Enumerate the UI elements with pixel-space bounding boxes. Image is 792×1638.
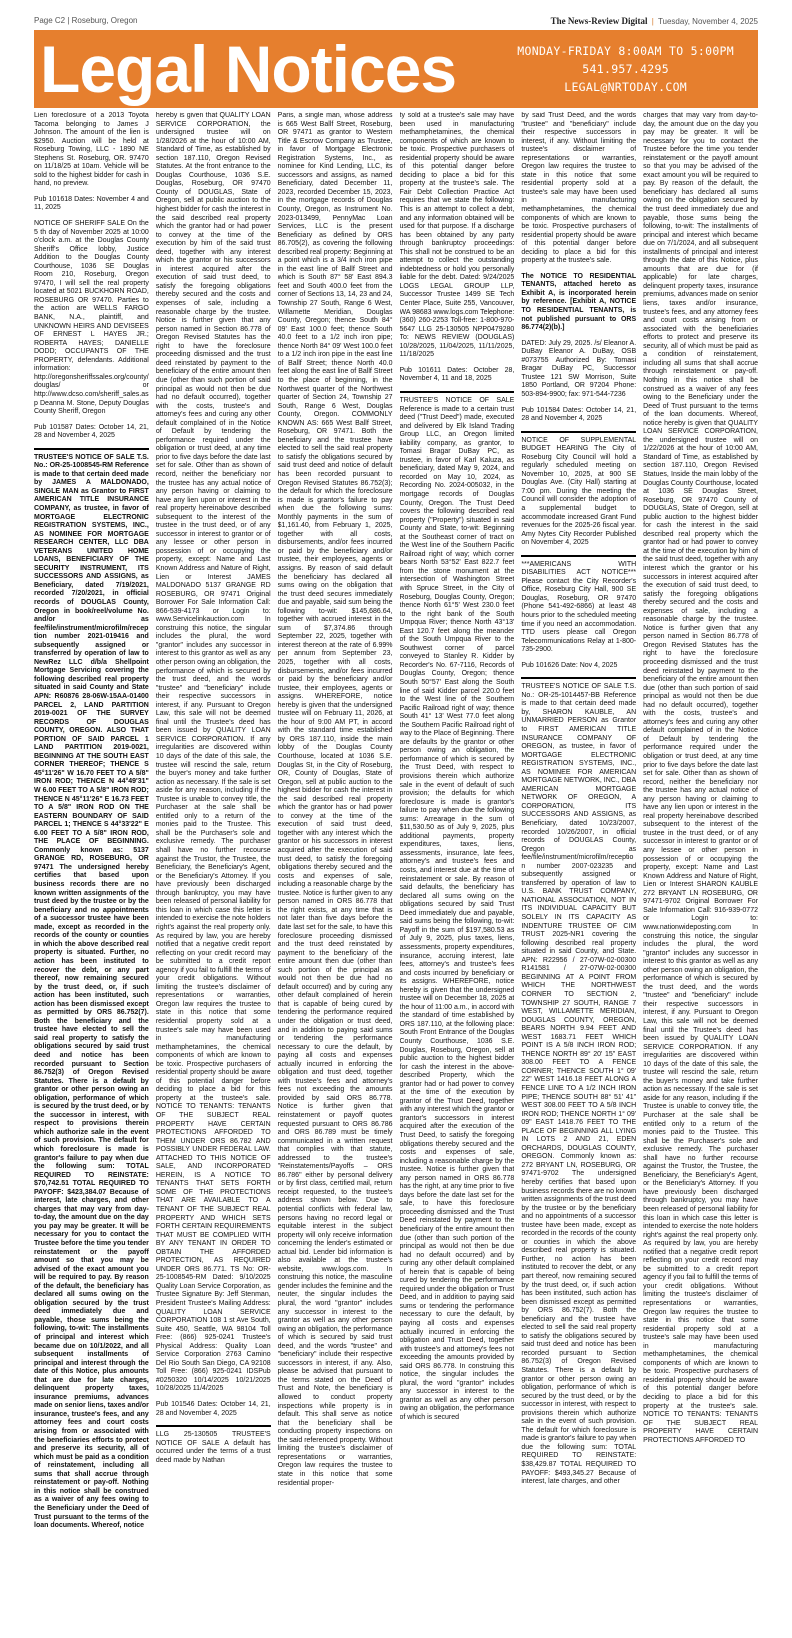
notice-paragraph: Pub 101546 Dates: October 14, 21, 28 and November 4, 2025 [155,1401,271,1417]
notice-paragraph: Pub 101587 Dates: October 14, 21, 28 and November 4, 2025 [34,423,149,440]
paper-name: The News-Review Digital [550,16,648,26]
header-separator: | [651,17,654,26]
notice-paragraph: Pub 101618 Dates: November 4 and 11, 2025 [34,195,149,212]
notice-columns [34,112,758,1630]
notice-paragraph: hereby is given that QUALITY LOAN SERVICE CORPORATION, the undersigned trustee will on 1/28/2026 at the hour of 10:00 AM, Standard of Time, as established by section 187.110, Oregon Revised Statutes. At the front entrance to the Douglas Courthouse, 1036 S.E. Douglas, Roseburg, OR 97470 County of DOUGLAS, State of Oregon, sell at public auction to the highest bidder for cash the interest in the said described real property which the grantor had or had power to convey at the time of the execution by him of the said trust deed, together with any interest which the grantor or his successors in interest acquired after the execution of said trust deed, to satisfy the foregoing obligations thereby secured and the costs and expenses of sale, including a reasonable charge by the trustee. Notice is further given that any person named in Section 86.778 of Oregon Revised Statutes has the right to have the foreclosure proceeding dismissed and the trust deed reinstated by payment to the beneficiary of the entire amount then due (other than such portion of said principal as would not then be due had no default occurred), together with the costs, trustee's and attorney's fees and curing any other default complained of in the Notice of Default by tendering the performance required under the obligation or trust deed, at any time prior to five days before the date last set for sale. Other than as shown of record, neither the beneficiary nor the trustee has any actual notice of any person having or claiming to have any lien upon or interest in the real property hereinabove described subsequent to the interest of the trustee in the trust deed, or of any successor in interest to grantor or of any lessee or other person in possession of or occupying the property, except: Name and Last Known Address and Nature of Right, Lien or Interest JAMES MALDONADO 5137 GRANGE RD ROSEBURG, OR 97471 Original Borrower For Sale Information Call: 866-539-4173 or Login to: www.Servicelinkauction.com In construing this notice, the singular includes the plural, the word "grantor" includes any successor in interest to this grantor as well as any other person owing an obligation, the performance of which is secured by the trust deed, and the words "trustee" and "beneficiary" include their respective successors in interest, if any. Pursuant to Oregon Law, this sale will not be deemed final until the Trustee's deed has been issued by QUALITY LOAN SERVICE CORPORATION. If any irregularities are discovered within 10 days of the date of this sale, the trustee will rescind the sale, return the buyer's money and take further action as necessary. If the sale is set aside for any reason, including if the Trustee is unable to convey title, the Purchaser at the sale shall be entitled only to a return of the monies paid to the Trustee. This shall be the Purchaser's sole and exclusive remedy. The purchaser shall have no further recourse against the Trustor, the Trustee, the Beneficiary, the Beneficiary's Agent, or the Beneficiary's Attorney. If you have previously been discharged through bankruptcy, you may have been released of personal liability for this loan in which case this letter is intended to exercise the note holders right's against the real property only. As required by law, you are hereby notified that a negative credit report reflecting on your credit record may be submitted to a credit report agency if you fail to fulfill the terms of your credit obligations. Without limiting the trustee's disclaimer of representations or warranties, Oregon law requires the trustee to state in this notice that some residential property sold at a trustee's sale may have been used in manufacturing methamphetamines, the chemical components of which are known to be toxic. Prospective purchasers of residential property should be aware of this potential danger before deciding to place a bid for this property at the trustee's sale. NOTICE TO TENANTS: TENANTS OF THE SUBJECT REAL PROPERTY HAVE CERTAIN PROTECTIONS AFFORDED TO THEM UNDER ORS 86.782 AND POSSIBLY UNDER FEDERAL LAW. ATTACHED TO THIS NOTICE OF SALE, AND INCORPORATED HEREIN, IS A NOTICE TO TENANTS THAT SETS FORTH SOME OF THE PROTECTIONS THAT ARE AVAILABLE TO A TENANT OF THE SUBJECT REAL PROPERTY AND WHICH SETS FORTH CERTAIN REQUIREMENTS THAT MUST BE COMPLIED WITH BY ANY TENANT IN ORDER TO OBTAIN THE AFFORDED PROTECTION, AS REQUIRED UNDER ORS 86.771. TS No: OR-25-1008545-RM Dated: 9/10/2025 Quality Loan Service Corporation, as Trustee Signature By: Jeff Stenman, President Trustee's Mailing Address: QUALITY LOAN SERVICE CORPORATION 108 1 st Ave South, Suite 450, Seattle, WA 98104 Toll Free: (866) 925-0241 Trustee's Physical Address: Quality Loan Service Corporation 2763 Camino Del Rio South San Diego, CA 92108 Toll Free: (866) 925-0241 IDSPub #0250320 10/14/2025 10/21/2025 10/28/2025 11/4/2025 [155,112,271,1393]
masthead [551,16,758,26]
notice-paragraph: Lien foreclosure of a 2013 Toyota Tacoma belonging to James J Johnson. The amount of the lien is $2950. Auction will be held at Roseburg Towing, LLC - 1890 NE Stephens St. Roseburg, OR. 97470 on 11/18/25 at 10am. Vehicle will be sold to the highest bidder for cash in hand, no preview. [34,112,149,188]
notice-paragraph: LLG 25-130505 TRUSTEE'S NOTICE OF SALE A default has occurred under the terms of a trust deed made by Nathan [155,1431,271,1464]
column [521,112,636,1630]
notice-paragraph: The NOTICE TO RESIDENTIAL TENANTS, attached hereto as Exhibit A, is incorporated herein by reference. [Exhibit A, NOTICE TO RESIDENTIAL TENANTS, is not published pursuant to ORS 86.774(2)(b).] [521,272,637,332]
notice-divider [156,1425,271,1427]
notice-divider [34,448,149,450]
notice-paragraph: NOTICE OF SHERIFF SALE On the 5 th day of November 2025 at 10:00 o'clock a.m. at the Douglas County Sheriff's Office lobby, Justice Addition to the Douglas County Courthouse, 1036 SE Douglas Room 210, Roseburg, Oregon 97470, I will sell the real property located at 5021 BUCKHORN ROAD, ROSEBURG OR 97470. Parties to the action are WELLS FARGO BANK, N.A., plaintiff, and UNKNOWN HEIRS AND DEVISEES OF ERNEST L HAYES JR.; ROBERTA HAYES; DANIELLE DODD; OCCUPANTS OF THE PROPERTY, defendants. Additional information: http://oregonsheriffssales.org/county/douglas/ or http://www.dcso.com/sheriff_sales.asp Deanna M. Stone, Deputy Douglas County Sheriff, Oregon [34,220,149,416]
section-title: Legal Notices [40,32,457,106]
notice-paragraph: by said Trust Deed, and the words "trustee" and "beneficiary" include their respective successors in interest, if any. Without limiting the trustee's disclaimer of representations or warranties, Oregon law requires the trustee to state in this notice that some residential property sold at a trustee's sale may have been used in manufacturing methamphetamines, the chemical components of which are known to be toxic. Prospective purchasers of residential property should be aware of this potential danger before deciding to place a bid for this property at the trustee's sale. [521,112,637,265]
column [156,112,271,1630]
notice-paragraph: Paris, a single man, whose address is 665 West Ballf Street, Roseburg, OR 97471 as grantor to Western Title & Escrow Company as Trustee, in favor of Mortgage Electronic Registration Systems, Inc., as nominee for Kind Lending, LLC, its successors and assigns, as named Beneficiary, dated December 11, 2023, recorded December 15, 2023, in the mortgage records of Douglas County, Oregon, as Instrument No. 2023-013499, PennyMac Loan Services, LLC is the present Beneficiary as defined by ORS 86.705(2), as covering the following described real property: Beginning at a point which is a 3/4 inch iron pipe in the east line of Ballf Street and which is South 87° 58' East 894.3 feet and South 400.0 feet from the corner of Sections 13, 14, 23 and 24, Township 27 South, Range 6 West, Willamette Meridian, Douglas County, Oregon; thence South 84° 09' East 100.0 feet; thence South 40.0 feet to a 1/2 inch iron pipe; thence North 84° 09' West 100.0 feet to a 1/2 inch iron pipe in the east line of Ballf Street; thence North 40.0 feet along the east line of Ballf Street to the place of beginning, in the Northwest quarter of the Northwest quarter of Section 24, Township 27 South, Range 6 West, Douglas County, Oregon. COMMONLY KNOWN AS: 665 West Ballf Street, Roseburg, OR 97471. Both the beneficiary and the trustee have elected to sell the said real property to satisfy the obligations secured by said trust deed and notice of default has been recorded pursuant to Oregon Revised Statutes 86.752(3); the default for which the foreclosure is made is grantor's failure to pay when due the following sums: Monthly payments in the sum of $1,161.40, from February 1, 2025, together with all costs, disbursements, and/or fees incurred or paid by the beneficiary and/or trustee, their employees, agents or assigns. By reason of said default the beneficiary has declared all sums owing on the obligation that the trust deed secures immediately due and payable, said sum being the following to-wit: $145,686.64, together with accrued interest in the sum of $7,374.86 through September 22, 2025, together with interest thereon at the rate of 6.99% per annum from September 23, 2025, together with all costs, disbursements, and/or fees incurred or paid by the beneficiary and/or trustee, their employees, agents or assigns. WHEREFORE, notice hereby is given that the undersigned trustee will on February 11, 2026, at the hour of 9:00 AM PT, in accord with the standard time established by ORS 187.110, inside the main lobby of the Douglas County Courthouse, located at 1036 S.E. Douglas St, in the City of Roseburg, OR, County of Douglas, State of Oregon, sell at public auction to the highest bidder for cash the interest in the said described real property which the grantor has or had power to convey at the time of the execution of said trust deed, together with any interest which the grantor or his successors in interest acquired after the execution of said trust deed, to satisfy the foregoing obligations thereby secured and the costs and expenses of sale, including a reasonable charge by the trustee. Notice is further given to any person named in ORS 86.778 that the right exists, at any time that is not later than five days before the date last set for the sale, to have this foreclosure proceeding dismissed and the trust deed reinstated by payment to the beneficiary of the entire amount then due (other than such portion of the principal as would not then be due had no default occurred) and by curing any other default complained of herein that is capable of being cured by tendering the performance required under the obligation or trust deed, and in addition to paying said sums or tendering the performance necessary to cure the default, by paying all costs and expenses actually incurred in enforcing the obligation and trust deed, together with trustee's fees and attorney's fees not exceeding the amounts provided by said ORS 86.778. Notice is further given that reinstatement or payoff quotes requested pursuant to ORS 86.786 and ORS 86.789 must be timely communicated in a written request that complies with that statute, addressed to the trustee's "Reinstatements/Payoffs – ORS 86.786" either by personal delivery or by first class, certified mail, return receipt requested, to the trustee's address shown below. Due to potential conflicts with federal law, persons having no record legal or equitable interest in the subject property will only receive information concerning the lender's estimated or actual bid. Lender bid information is also available at the trustee's website, www.logs.com. In construing this notice, the masculine gender includes the feminine and the neuter, the singular includes the plural, the word "grantor" includes any successor in interest to the grantor as well as any other person owing an obligation, the performance of which is secured by said trust deed, and the words "trustee" and "beneficiary" include their respective successors in interest, if any. Also, please be advised that pursuant to the terms stated on the Deed of Trust and Note, the beneficiary is allowed to conduct property inspections while property is in default. This shall serve as notice that the beneficiary shall be conducting property inspections on the said referenced property. Without limiting the trustee's disclaimer of representations or warranties, Oregon law requires the trustee to state in this notice that some residential proper- [277,112,393,1487]
page-header [34,14,758,28]
notice-paragraph: ***AMERICANS WITH DISABILITIES ACT NOTICE*** Please contact the City Recorder's Office, Roseburg City Hall, 900 SE Douglas, Roseburg, OR 97470 (Phone 541-492-6866) at least 48 hours prior to the scheduled meeting time if you need an accommodation. TTD users please call Oregon Telecommunications Relay at 1-800-735-2900. [521,560,637,654]
notice-paragraph: ty sold at a trustee's sale may have been used in manufacturing methamphetamines, the chemical components of which are known to be toxic. Prospective purchasers of residential property should be aware of this potential danger before deciding to place a bid for this property at the trustee's sale. The Fair Debt Collection Practice Act requires that we state the following: This is an attempt to collect a debt, and any information obtained will be used for that purpose. If a discharge has been obtained by any party through bankruptcy proceedings: This shall not be construed to be an attempt to collect the outstanding indebtedness or hold you personally liable for the debt. Dated: 9/24/2025 LOGS LEGAL GROUP LLP, Successor Trustee 1499 SE Tech Center Place, Suite 255, Vancouver, WA 98683 www.logs.com Telephone: (360) 260-2253 Toll-free: 1-800-970-5647 LLG 25-130505 NPP0479280 To: NEWS REVIEW (DOUGLAS) 10/28/2025, 11/04/2025, 11/11/2025, 11/18/2025 [399,112,515,359]
notice-divider [521,555,636,557]
notice-paragraph: TRUSTEE'S NOTICE OF SALE T.S. No.: OR-25-1014457-BB Reference is made to that certain deed made by, SHARON KAUBLE, AN UNMARRIED PERSON as Grantor to FIRST AMERICAN TITLE INSURANCE COMPANY OF OREGON, as trustee, in favor of MORTGAGE ELECTRONIC REGISTRATION SYSTEMS, INC., AS NOMINEE FOR AMERICAN MORTGAGE NETWORK, INC., DBA AMERICAN MORTGAGE NETWORK OF OREGON, A CORPORATION, ITS SUCCESSORS AND ASSIGNS, as Beneficiary, dated 10/23/2007, recorded 10/26/2007, in official records of DOUGLAS County, Oregon as fee/file/instrument/microfilm/reception number 2007-023235 and subsequently assigned or transferred by operation of law to U.S. BANK TRUST COMPANY, NATIONAL ASSOCIATION, NOT IN ITS INDIVIDUAL CAPACITY BUT SOLELY IN ITS CAPACITY AS INDENTURE TRUSTEE OF CIM TRUST 2025-NR1 covering the following described real property situated in said County, and State. APN: R22956 / 27-07W-02-00300 R141581 / 27-07W-02-00300 BEGINNING AT A POINT FROM WHICH THE NORTHWEST CORNER TO SECTION 2, TOWNSHIP 27 SOUTH, RANGE 7 WEST, WILLAMETTE MERIDIAN, DOUGLAS COUNTY, OREGON, BEARS NORTH 9.94 FEET AND WEST 1683.71 FEET WHICH POINT IS A 5/8 INCH IRON ROD; THENCE NORTH 89° 20' 15" EAST 308.00 FEET TO A FENCE CORNER; THENCE SOUTH 1° 09' 22" WEST 1416.18 FEET ALONG A FENCE LINE TO A 1/2 INCH IRON PIPE; THENCE SOUTH 88° 51' 41" WEST 308.00 FEET TO A 5/8 INCH IRON ROD; THENCE NORTH 1° 09' 09" EAST 1418.76 FEET TO THE PLACE OF BEGINNING ALL LYING IN LOTS 2 AND 21, EDEN ORCHARDS, DOUGLAS COUNTY, OREGON. Commonly known as: 272 BRYANT LN, ROSEBURG, OR 97471-9702 The undersigned hereby certifies that based upon business records there are no known written assignments of the trust deed by the trustee or by the beneficiary and no appointments of a successor trustee have been made, except as recorded in the records of the county or counties in which the above described real property is situated. Further, no action has been instituted to recover the debt, or any part thereof, now remaining secured by the trust deed, or, if such action has been instituted, such action has been dismissed except as permitted by ORS 86.752(7). Both the beneficiary and the trustee have elected to sell the said real property to satisfy the obligations secured by said trust deed and notice has been recorded pursuant to Section 86.752(3) of Oregon Revised Statutes. There is a default by grantor or other person owing an obligation, performance of which is secured by the trust deed, or by the successor in interest, with respect to provisions therein which authorize sale in the event of such provision. The default for which foreclosure is made is grantor's failure to pay when due the following sum: TOTAL REQUIRED TO REINSTATE: $38,429.87 TOTAL REQUIRED TO PAYOFF: $493,345.27 Because of interest, late charges, and other [521,683,637,1486]
notice-paragraph: NOTICE OF SUPPLEMENTAL BUDGET HEARING The City of Roseburg City Council will hold a regularly scheduled meeting on November 10, 2025, at 900 SE Douglas Ave. (City Hall) starting at 7:00 pm. During the meeting the Council will consider the adoption of a supplemental budget to accommodate increased Grant Fund revenues for the 2025-26 fiscal year. Amy Nytes City Recorder Published on November 4, 2025 [521,436,637,547]
column [643,112,758,1630]
phone-number: 541.957.4295 [582,62,669,76]
page-label: Page C2 | Roseburg, Oregon [34,16,138,25]
notice-paragraph: charges that may vary from day-to-day, the amount due on the day you pay may be greater. It will be necessary for you to contact the Trustee before the time you tender reinstatement or the payoff amount so that you may be advised of the exact amount you will be required to pay. By reason of the default, the beneficiary has declared all sums owing on the obligation secured by the trust deed immediately due and payable, those sums being the following, to-wit: The installments of principal and interest which became due on 7/1/2024, and all subsequent installments of principal and interest through the date of this Notice, plus amounts that are due for (if applicable) for late charges, delinquent property taxes, insurance premiums, advances made on senior liens, taxes and/or insurance, trustee's fees, and any attorney fees and court costs arising from or associated with the beneficiaries efforts to protect and preserve its security, all of which must be paid as a condition of reinstatement, including all sums that shall accrue through reinstatement or pay-off. Nothing in this notice shall be construed as a waiver of any fees owing to the Beneficiary under the Deed of Trust pursuant to the terms of the loan documents. Whereof, notice hereby is given that QUALITY LOAN SERVICE CORPORATION, the undersigned trustee will on 1/22/2026 at the hour of 10:00 AM, Standard of Time, as established by section 187.110, Oregon Revised Statues, Inside the main lobby of the Douglas County Courthouse, located at 1036 SE Douglas Street, Roseburg, OR 97470 County of DOUGLAS, State of Oregon, sell at public auction to the highest bidder for cash the interest in the said described real property which the grantor had or had power to convey at the time of the execution by him of the said trust deed, together with any interest which the grantor or his successors in interest acquired after the execution of said trust deed, to satisfy the foregoing obligations thereby secured and the costs and expenses of sale, including a reasonable charge by the trustee. Notice is further given that any person named in Section 86.778 of Oregon Revised Statutes has the right to have the foreclosure proceeding dismissed and the trust deed reinstated by payment to the beneficiary of the entire amount then due (other than such portion of said principal as would not then be due had no default occurred), together with the costs, trustee's and attorney's fees and curing any other default complained of in the Notice of Default by tendering the performance required under the obligation or trust deed, at any time prior to five days before the date last set for sale. Other than as shown of record, neither the beneficiary nor the trustee has any actual notice of any person having or claiming to have any lien upon or interest in the real property hereinabove described subsequent to the interest of the trustee in the trust deed, or of any successor in interest to grantor or of any lessee or other person in possession of or occupying the property, except: Name and Last Known Address and Nature of Right, Lien or Interest SHARON KAUBLE 272 BRYANT LN ROSEBURG, OR 97471-9702 Original Borrower For Sale Information Call: 916-939-0772 or Login to: www.nationwideposting.com In construing this notice, the singular includes the plural, the word "grantor" includes any successor in interest to this grantor as well as any other person owing an obligation, the performance of which is secured by the trust deed, and the words "trustee" and "beneficiary" include their respective successors in interest, if any. Pursuant to Oregon Law, this sale will not be deemed final until the Trustee's deed has been issued by QUALITY LOAN SERVICE CORPORATION. If any irregularities are discovered within 10 days of the date of this sale, the trustee will rescind the sale, return the buyer's money and take further action as necessary. If the sale is set aside for any reason, including if the Trustee is unable to convey title, the Purchaser at the sale shall be entitled only to a return of the monies paid to the Trustee. This shall be the Purchaser's sole and exclusive remedy. The purchaser shall have no further recourse against the Trustor, the Trustee, the Beneficiary, the Beneficiary's Agent, or the Beneficiary's Attorney. If you have previously been discharged through bankruptcy, you may have been released of personal liability for this loan in which case this letter is intended to exercise the note holders right's against the real property only. As required by law, you are hereby notified that a negative credit report reflecting on your credit record may be submitted to a credit report agency if you fail to fulfill the terms of your credit obligations. Without limiting the trustee's disclaimer of representations or warranties, Oregon law requires the trustee to state in this notice that some residential property sold at a trustee's sale may have been used in manufacturing methamphetamines, the chemical components of which are known to be toxic. Prospective purchasers of residential property should be aware of this potential danger before deciding to place a bid for this property at the trustee's sale. NOTICE TO TENANTS: TENANTS OF THE SUBJECT REAL PROPERTY HAVE CERTAIN PROTECTIONS AFFORDED TO [643,112,758,1444]
column [34,112,149,1630]
office-hours: MONDAY-FRIDAY 8:00AM TO 5:00PM [517,44,734,58]
notice-paragraph: DATED: July 29, 2025. /s/ Eleanor A. DuBay Eleanor A. DuBay, OSB #073755 Authorized By: Tomasi Bragar DuBay PC, Successor Trustee 121 SW Morrison, Suite 1850 Portland, OR 97204 Phone: 503-894-9900; fax: 971-544-7236 [521,339,637,398]
notice-paragraph: Pub 101611 Dates: October 28, November 4, 11 and 18, 2025 [399,366,515,383]
column [400,112,515,1630]
notice-divider [521,677,636,679]
notice-divider [400,391,515,393]
issue-date: Tuesday, November 4, 2025 [657,17,758,26]
section-banner [34,30,758,108]
notice-paragraph: TRUSTEE'S NOTICE OF SALE T.S. No.: OR-25-1008545-RM Reference is made to that certain deed made by JAMES A MALDONADO, SINGLE MAN as Grantor to FIRST AMERICAN TITLE INSURANCE COMPANY, as trustee, in favor of MORTGAGE ELECTRONIC REGISTRATION SYSTEMS, INC., AS NOMINEE FOR MORTGAGE RESEARCH CENTER, LLC DBA VETERANS UNITED HOME LOANS, BENEFICIARY OF THE SECURITY INSTRUMENT, ITS SUCCESSORS AND ASSIGNS, as Beneficiary, dated 7/19/2021, recorded 7/20/2021, in official records of DOUGLAS County, Oregon in book/reel/volume No. and/or as fee/file/instrument/microfilm/reception number 2021-019416 and subsequently assigned or transferred by operation of law to NewRez LLC d/b/a Shellpoint Mortgage Servicing covering the following described real property situated in said County and State APN: R60876 28-06W-15AA-01400 PARCEL 2, LAND PARTITION 2019-0021 OF THE SURVEY RECORDS OF DOUGLAS COUNTY, OREGON. ALSO THAT PORTION OF SAID PARCEL 1 LAND PARTITION 2019-0021, BEGINNING AT THE SOUTH EAST CORNER THEREOF; THENCE S 45°11'26" W 16.70 FEET TO A 5/8" IRON ROD; THENCE N 44°49'31" W 6.00 FEET TO A 5/8" IRON ROD; THENCE N 45°11'26" E 16.73 FEET TO A 5/8" IRON ROD ON THE EASTERN BOUNDARY OF SAID PARCEL 1; THENCE S 44°33'22" E 6.00 FEET TO A 5/8" IRON ROD, THE PLACE OF BEGINNING. Commonly known as: 5137 GRANGE RD, ROSEBURG, OR 97471 The undersigned hereby certifies that based upon business records there are no known written assignments of the trust deed by the trustee or by the beneficiary and no appointments of a successor trustee have been made, except as recorded in the records of the county or counties in which the above described real property is situated. Further, no action has been instituted to recover the debt, or any part thereof, now remaining secured by the trust deed, or, if such action has been instituted, such action has been dismissed except as permitted by ORS 86.752(7). Both the beneficiary and the trustee have elected to sell the said real property to satisfy the obligations secured by said trust deed and notice has been recorded pursuant to Section 86.752(3) of Oregon Revised Statutes. There is a default by grantor or other person owing an obligation, performance of which is secured by the trust deed, or by the successor in interest, with respect to provisions therein which authorize sale in the event of such provision. The default for which foreclosure is made is grantor's failure to pay when due the following sum: TOTAL REQUIRED TO REINSTATE: $70,742.51 TOTAL REQUIRED TO PAYOFF: $423,384.07 Because of interest, late charges, and other charges that may vary from day-to-day, the amount due on the day you pay may be greater. It will be necessary for you to contact the Trustee before the time you tender reinstatement or the payoff amount so that you may be advised of the exact amount you will be required to pay. By reason of the default, the beneficiary has declared all sums owing on the obligation secured by the trust deed immediately due and payable, those sums being the following, to-wit: The installments of principal and interest which became due on 10/1/2022, and all subsequent installments of principal and interest through the date of this Notice, plus amounts that are due for late charges, delinquent property taxes, insurance premiums, advances made on senior liens, taxes and/or insurance, trustee's fees, and any attorney fees and court costs arising from or associated with the beneficiaries efforts to protect and preserve its security, all of which must be paid as a condition of reinstatement, including all sums that shall accrue through reinstatement or pay-off. Nothing in this notice shall be construed as a waiver of any fees owing to the Beneficiary under the Deed of Trust pursuant to the terms of the loan documents. Whereof, notice [34,453,149,1530]
notice-paragraph: Pub 101584 Dates: October 14, 21, 28 and November 4, 2025 [521,406,637,423]
contact-info [517,42,734,96]
column [278,112,393,1630]
notice-divider [521,431,636,433]
notice-paragraph: TRUSTEE'S NOTICE OF SALE Reference is made to a certain trust deed ("Trust Deed") made, executed and delivered by Elk Island Trading Group LLC, an Oregon limited liability company, as grantor, to Tomasi Bragar DuBay PC, as trustee, in favor of Karl Kaluza, as beneficiary, dated May 9, 2024, and recorded on May 10, 2024, as Recording No. 2024-005032, in the mortgage records of Douglas County, Oregon. The Trust Deed covers the following described real property ("Property") situated in said County and State, to-wit: Beginning at the Southeast corner of tract on the West line of the Southern Pacific Railroad right of way; which corner bears North 53°52' East 822.7 feet from the stone monument at the intersection of Washington Street with Spruce Street, in the City of Roseburg, Douglas County, Oregon; thence North 61°5' West 230.0 feet to the right bank of the South Umpqua River; thence North 43°13' East 120.7 feet along the meander of the South Umpqua River to the Southwest corner of parcel conveyed to Stanley R. Kidder by Recorder's No. 67-7116, Records of Douglas County, Oregon; thence South 50°57' East along the South line of said Kidder parcel 220.0 feet to the West line of the Southern Pacific Railroad right of way; thence South 41° 13' West 77.0 feet along the Southern Pacific Railroad right of way to the Place of Beginning. There are defaults by the grantor or other person owing an obligation, the performance of which is secured by the Trust Deed, with respect to provisions therein which authorize sale in the event of default of such provision; the defaults for which foreclosure is made is grantor's failure to pay when due the following sums: Arrearage in the sum of $11,530.50 as of July 9, 2025, plus additional payments, property expenditures, taxes, liens, assessments, insurance, late fees, attorney's and trustee's fees and costs, and interest due at the time of reinstatement or sale. By reason of said defaults, the beneficiary has declared all sums owing on the obligations secured by said Trust Deed immediately due and payable, said sums being the following, to-wit: Payoff in the sum of $197,580.53 as of July 9, 2025, plus taxes, liens, assessments, property expenditures, insurance, accruing interest, late fees, attorney's and trustee's fees and costs incurred by beneficiary or its assigns. WHEREFORE, notice hereby is given that the undersigned trustee will on December 18, 2025 at the hour of 11:00 a.m., in accord with the standard of time established by ORS 187.110, at the following place: South Front Entrance of the Douglas County Courthouse, 1036 S.E. Douglas, Roseburg, Oregon, sell at public auction to the highest bidder for cash the interest in the above-described Property, which the grantor had or had power to convey at the time of the execution by grantor of the Trust Deed, together with any interest which the grantor or grantor's successors in interest acquired after the execution of the Trust Deed, to satisfy the foregoing obligations thereby secured and the costs and expenses of sale, including a reasonable charge by the trustee. Notice is further given that any person named in ORS 86.778 has the right, at any time prior to five days before the date last set for the sale, to have this foreclosure proceeding dismissed and the Trust Deed reinstated by payment to the beneficiary of the entire amount then due (other than such portion of the principal as would not then be due had no default occurred) and by curing any other default complained of herein that is capable of being cured by tendering the performance required under the obligation or Trust Deed, and in addition to paying said sums or tendering the performance necessary to cure the default, by paying all costs and expenses actually incurred in enforcing the obligation and Trust Deed, together with trustee's and attorney's fees not exceeding the amounts provided by said ORS 86.778. In construing this notice, the singular includes the plural, the word "grantor" includes any successor in interest to the grantor as well as any other person owing an obligation, the performance of which is secured [399,396,515,1422]
email-address[interactable]: LEGAL@NRTODAY.COM [564,80,688,94]
notice-paragraph: Pub 101626 Date: Nov 4, 2025 [521,661,618,669]
